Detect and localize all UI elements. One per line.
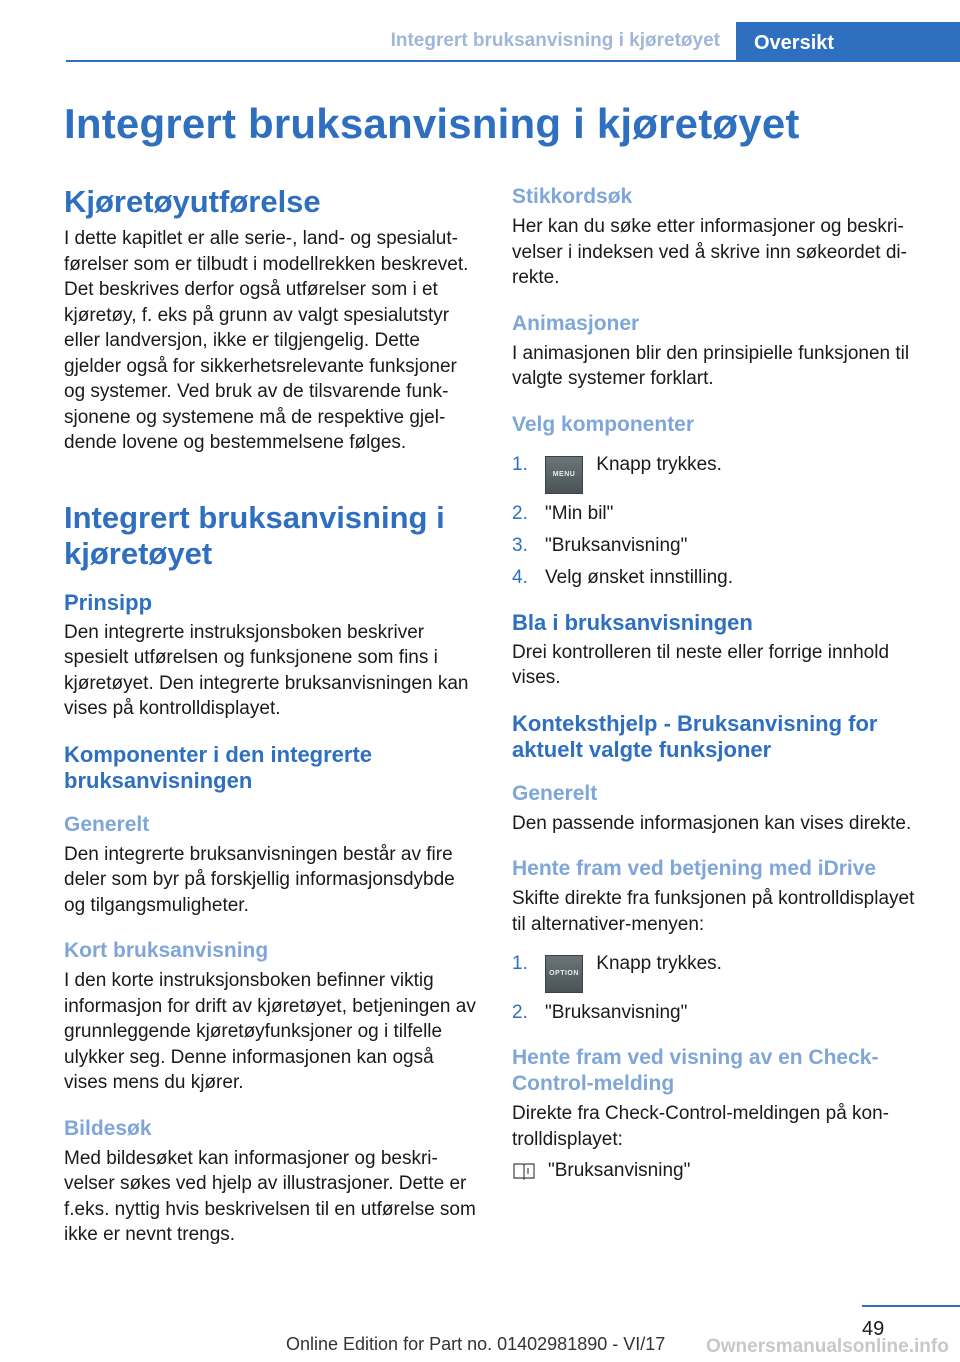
right-column <box>512 184 930 1183</box>
list-item <box>512 951 930 993</box>
vehicle-text: I dette kapitlet er alle serie-, land- og spesialutførelser som er tilbudt i modellrekken beskrevet. Det beskrives derfor også utførelser som i et kjøretøy, f. eks på grunn av valgt spesialutstyr eller landversjon, ikke er tilgjengelig. Dette gjelder også for sikkerhetsrelevante funksjoner og systemer. Ved bruk av de tilsvarende funksjonene og systemene må de respektive gjeldende lovene og bestemmelsene følges. <box>64 228 469 453</box>
header-section-title: Integrert bruksanvisning i kjøretøyet <box>390 30 720 51</box>
context-help-heading: Konteksthjelp - Bruksanvisning for aktuelt valgte funksjoner <box>512 710 878 762</box>
step-number: 1. <box>512 453 528 475</box>
header-rule <box>66 60 960 62</box>
step-number: 2. <box>512 1002 528 1023</box>
left-column <box>64 184 479 1268</box>
footer-edition: Online Edition for Part no. 01402981890 - VI/17 <box>286 1334 666 1354</box>
step-text: Knapp trykkes. <box>596 453 722 475</box>
components-heading: Komponenter i den integrerte bruksanvisningen <box>64 741 373 793</box>
keyword-search-heading: Stikkordsøk <box>512 185 633 208</box>
page-title: Integrert bruksanvisning i kjøretøyet <box>64 100 800 147</box>
page-header <box>0 0 960 62</box>
image-search-text: Med bildesøket kan informasjoner og beskrivelser søkes ved hjelp av illustrasjoner. Dette er f.eks. nyttig hvis beskrivelsen til en utførelse som ikke er nevnt trengs. <box>64 1147 476 1245</box>
idrive-text: Skifte direkte fra funksjonen på kontrolldisplayet til alternativer-menyen: <box>512 888 915 935</box>
principle-text: Den integrerte instruksjonsboken beskriver spesielt utførelsen og funksjonene som fins i kjøretøyet. Den integrerte bruksanvisningen kan vises på kontrolldisplayet. <box>64 621 469 719</box>
list-item <box>512 1000 930 1025</box>
keyword-search-text: Her kan du søke etter informasjoner og beskrivelser i indeksen ved å skrive inn søkeordet direkte. <box>512 216 907 288</box>
general-heading: Generelt <box>64 812 150 836</box>
short-manual-heading: Kort bruksanvisning <box>64 939 269 962</box>
principle-heading: Prinsipp <box>64 589 153 615</box>
step-number: 3. <box>512 534 528 556</box>
footer-rule <box>862 1305 960 1307</box>
list-item <box>512 452 930 494</box>
book-icon <box>512 1161 536 1181</box>
step-text: "Bruksanvisning" <box>545 534 688 556</box>
page-number: 49 <box>862 1318 885 1340</box>
select-steps-list <box>512 452 930 590</box>
step-text: Knapp trykkes. <box>596 953 722 974</box>
animations-text: I animasjonen blir den prinsipielle funksjonen til valgte systemer forklart. <box>512 342 910 389</box>
step-text: Velg ønsket innstilling. <box>545 566 733 588</box>
select-components-heading: Velg komponenter <box>512 412 695 436</box>
browse-text: Drei kontrolleren til neste eller forrige innhold vises. <box>512 641 890 688</box>
browse-heading: Bla i bruksanvisningen <box>512 609 753 635</box>
short-manual-text: I den korte instruksjonsboken befinner viktig informasjon for drift av kjøretøyet, betjeningen av grunnleggende kjøretøyfunksjoner og i tilfelle ulykker seg. Denne informasjonen kan også vises mens du kjører. <box>64 970 476 1093</box>
integrated-heading: Integrert bruksanvisning i kjøretøyet <box>64 499 445 571</box>
header-tab-overview: Oversikt <box>736 22 960 62</box>
list-item <box>512 533 930 558</box>
option-button-icon: OPTION <box>545 955 583 993</box>
watermark: Ownersmanualsonline.info <box>706 1336 949 1357</box>
check-control-heading: Hente fram ved visning av en Check-Control-melding <box>512 1046 879 1095</box>
check-control-text: Direkte fra Check-Control-meldingen på kontrolldisplayet: <box>512 1103 889 1150</box>
step-number: 1. <box>512 953 528 974</box>
menu-button-icon: MENU <box>545 456 583 494</box>
general-text-right: Den passende informasjonen kan vises direkte. <box>512 812 912 834</box>
animations-heading: Animasjoner <box>512 311 640 335</box>
idrive-heading: Hente fram ved betjening med iDrive <box>512 857 877 880</box>
check-control-line-text: "Bruksanvisning" <box>548 1160 691 1181</box>
step-text: "Min bil" <box>545 502 614 524</box>
general-heading-right: Generelt <box>512 781 598 805</box>
vehicle-heading: Kjøretøyutførelse <box>64 184 321 219</box>
general-text: Den integrerte bruksanvisningen består av fire deler som byr på forskjellig informasjonsdybde og tilgangsmuligheter. <box>64 843 455 916</box>
list-item <box>512 501 930 526</box>
step-text: "Bruksanvisning" <box>545 1002 688 1023</box>
image-search-heading: Bildesøk <box>64 1116 152 1140</box>
step-number: 4. <box>512 566 528 588</box>
check-control-line <box>512 1158 930 1183</box>
list-item <box>512 565 930 590</box>
step-number: 2. <box>512 502 528 524</box>
idrive-steps-list <box>512 951 930 1025</box>
